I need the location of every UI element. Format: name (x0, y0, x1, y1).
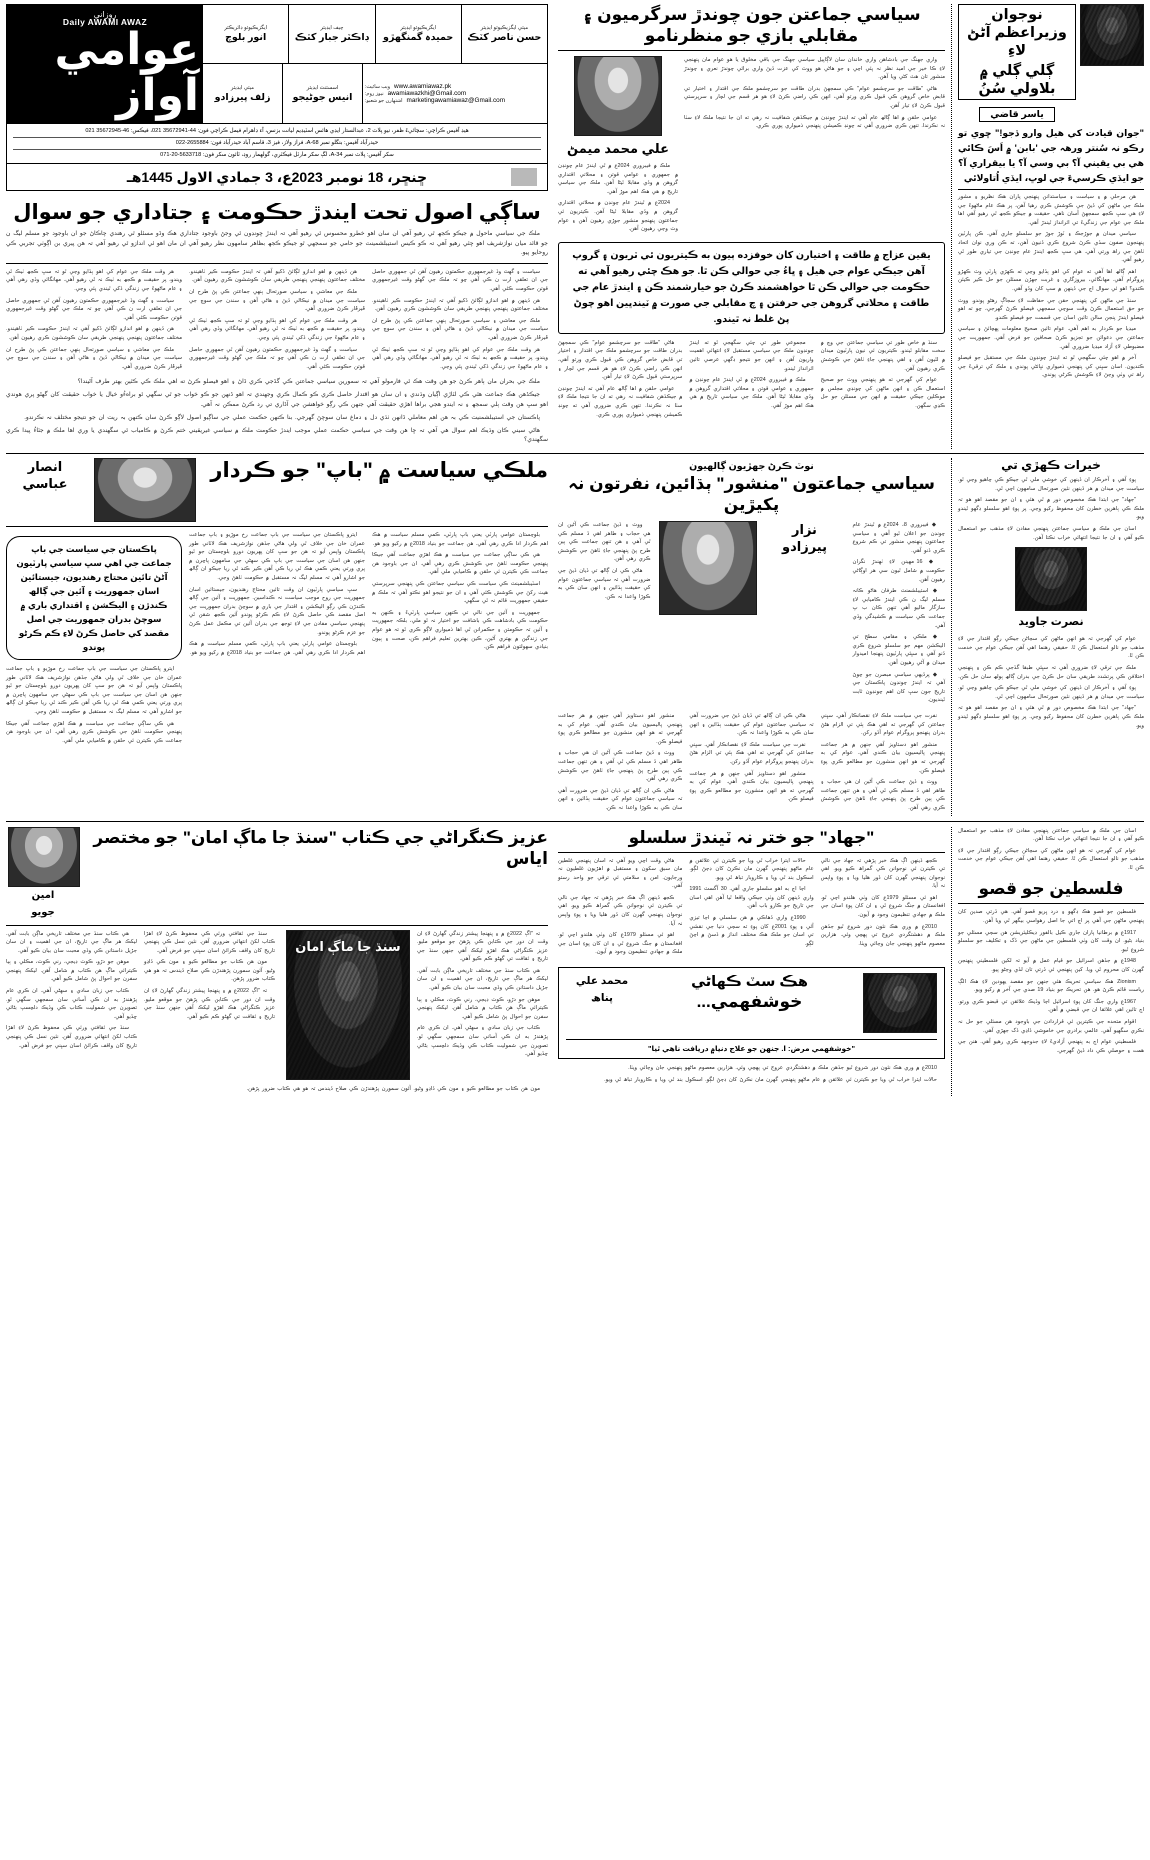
byline-ali-muhammad-memon: علي محمد ميمڻ (567, 141, 669, 156)
body-center-low-col1: ڪجھ ڏينهن اڳ هڪ خبر پڙهي تہ جهاد جي نالي تي ڪيترن ئي نوجوانن ڪي گمراھ ڪيو ويو. اهي نوجوان پنهنجي گهرن کان ڏور هليا ويا ۽ پوءِ واپس نہ آيا. اهو ئي مسئلو 1979ع کان وٺي هلندو اچي ٿو. افغانستان ۾ جنگ شروع ٿي ۽ ان کان پوءِ اسان جي ملڪ ۾ جهادي تنظيمون وجود ۾ آيون. 2010ع ۾ وري هڪ نئون دور شروع ٿيو جڏهن ملڪ ۾ دهشتگردي عروج تي پهچي وئي. هزارين معصوم ماڻهو پنهنجي جان وڃائي ويٺا. (820, 857, 945, 947)
author-photo-ali-muhammad-memon (574, 56, 662, 136)
lower-band (6, 827, 1144, 1097)
body-left-low-top: اسان جي ملڪ ۾ سياسي جماعتن پنهنجي مفادن لاءِ مذهب جو استعمال ڪيو آهي ۽ ان جا نتيجا انتهائي خراب نڪتا آهن. عوام کي گهرجي تہ هو انهن ماڻهن کي سڃاڻن جيڪي رڳو اقتدار جي لاءِ مذهب جو نالو استعمال ڪن ٿا. حقيقي رهنما اهي آهن جيڪي عوام جي خدمت ڪن ٿا. (958, 827, 1144, 871)
masthead-contacts (362, 64, 547, 123)
headline-left-low: فلسطين جو قصو (978, 879, 1124, 899)
staff-cell-exec-director: ايگزيڪيوٽو ڊائريڪٽر انور بلوچ (203, 5, 288, 64)
one-line-story-text: "خوشفهمي مرض: ا. جنهن جو علاج دنيا۾ دريافت ناهي ٿيا" (566, 1039, 937, 1053)
contact-marketing: marketingawamiawaz@Gmail.com اشتهارن جو شعبو: (365, 97, 506, 104)
staff-cell-exec-editor: ايگزيڪيوٽو ايڊيٽر حميدہ گمنگهڙو (375, 5, 461, 64)
body-center-mid-col1: نفرت جي سياست ملڪ لاءِ نقصانڪار آهي. سڀني جماعتن کي گهرجي ته اهي هڪ ٻئي تي الزام هڻڻ بدران پنهنجو پروگرام عوام آڏو رکن. منشور اهو دستاويز آهي جنهن ۾ هر جماعت پنهنجي پاليسيون بيان ڪندي آهي. عوام کي به گهرجي ته هو انهن منشورن جو مطالعو ڪري پوءِ فيصلو ڪن. ووٽ ۽ ڏيڻ جماعت ڪي آڻين ان هي حجاب ۽ طاهر اهي ڏ مسلم ڪي ٿي آهي ۽ هن تنهن جماعت ڪي ٻين طرح پڻ پنهنجي جاءِ ٺاهڻ جي ڪوشش ڪري رهي آهن. (820, 712, 945, 811)
body-right-low-col1: تہ "اڳ 2022ع ۾ ۽ پنهنجا پيشتر زندگي گهارڻ لاءِ ان وقت ان دور جي ڪتابن ڪي پڙهڻ جو موقعو مليو. عزيز ڪنگراڻي هڪ اهڙو ليکڪ آهي جنهن سنڌ جي تاريخ ۽ ثقافت تي گهڻو ڪم ڪيو آهي. هي ڪتاب سنڌ جي مختلف تاريخي ماڳن بابت آهي. ليکڪ هر ماڳ جي تاريخ، ان جي اهميت ۽ ان سان جڙيل داستانن ڪي وڏي محبت سان بيان ڪيو آهي. موهن جو دڙو، ڪوٽ ڊيجي، رني ڪوٽ، مڪلي ۽ ٻيا ڪيترائي ماڳ هن ڪتاب ۾ شامل آهن. ليکڪ پنهنجي سفرن جو احوال پڻ شامل ڪيو آهي. ڪتاب جي زبان سادي ۽ سهڻي آهي. ان ڪري عام پڙهندڙ به ان ڪي آساني سان سمجهي سگهي ٿو. تصويرن جي شموليت ڪتاب ڪي وڌيڪ دلچسپ بڻائي ڇڏيو آهي. (417, 930, 548, 1058)
body-left-mid-b: عوام کي گهرجي تہ هو انهن ماڻهن کي سڃاڻن جيڪي رڳو اقتدار جي لاءِ مذهب جو نالو استعمال ڪن ٿا. حقيقي رهنما اهي آهن جيڪي عوام جي خدمت ڪن ٿا. ملڪ جي ترقي لاءِ ضروري آهي تہ سڀئي طبقا گڏجي ڪم ڪن ۽ پنهنجي اختلافن ڪي پرتشدد طريقي سان حل ڪرڻ جي بدران ڳالھ ٻولھ سان حل ڪن. پوءِ آهي ۽ آخرڪار ان ڏينهن کي خوشي ملي ٿي جيڪو ڪي چاهيو وڃي ٿو. سياست جي ميدان ۾ هر ڏينهن نئين صورتحال سامهون اچي ٿي. "جهاد" جي ابتدا هڪ مخصوص دور ۾ ٿي هئي ۽ ان جو مقصد اهو هو تہ ملڪ ڪي ٻاهرين خطرن کان محفوظ رکيو وڃي. پر پوءِ اهو سلسلو ڊگهو ٿيندو ويو. (958, 636, 1144, 729)
byline-ansar-abbasi: انصار عباسي (22, 459, 68, 492)
headline-left-top-line2: ڳلي ڳلي ۾ بلاولي سُنُ (958, 61, 1076, 100)
divider (6, 526, 548, 527)
staff-row-1 (203, 5, 547, 64)
headline-center-top: سياسي جماعتن جون چوندڙ سرگرميون ۽ مقابلي بازي جو منظرنامو (582, 5, 921, 45)
body-center-low-col2: حالات ايترا خراب ٿي ويا جو ڪيترن ئي علائقن ۾ عام ماڻهو پنهنجي گهرن مان نڪرڻ کان ڊڄڻ لڳو. اسڪول بند ٿي ويا ۽ ڪاروبار تباھ ٿي ويو. اڃا اڄ به اهو سلسلو جاري آهي. 30 آگسٽ 1991 واري ڏينهن کان وٺي جيڪي واقعا ٿيا آهن اهي اسان جي تاريخ جو ڪارو باب آهن. 1990ع واري ڏهاڪي ۾ هن سلسلي ۾ اڃا تيزي آئي ۽ پوءِ 2001ع کان پوءِ ته سڄي دنيا جي نقشي تي اسان جو ملڪ هڪ مختلف انداز ۾ ڏسڻ ۾ اچڻ لڳو. (689, 857, 814, 947)
address-karachi: هيڊ آفيس ڪراچي: سچائيءَ ظفر، نيو پلاٽ 2، عبدالستار ايڊي هائس اسٽيڊيم ليانت بزنس، آء ڊاهرام فيمل ڪراچي فون: 44-35672941 021، فيڪس: 46-35672945 021 (13, 126, 541, 138)
staff-cell-deputy-exec-editor: ميٽي ايگزيڪيوٽو ايڊيٽر حسن ناصر کٽڪ (461, 5, 547, 64)
body-center-low-tail: 2010ع ۾ وري هڪ نئون دور شروع ٿيو جڏهن ملڪ ۾ دهشتگردي عروج تي پهچي وئي. هزارين معصوم ماڻهو پنهنجي جان وڃائي ويٺا. حالات ايترا خراب ٿي ويا جو ڪيترن ئي علائقن ۾ عام ماڻهو پنهنجي گهرن مان نڪرڻ کان ڊڄڻ لڳو. اسڪول بند ٿي ويا ۽ ڪاروبار تباھ ٿي ويو. (604, 1065, 937, 1083)
staff-cell-deputy-editor: ميٽي ايڊيٽر زلف پيرزادو (214, 84, 271, 103)
headline-left-mid: خيرات ڪهڙي تي (1001, 458, 1101, 473)
body-center-low-col3: هاڻي وقت اچي ويو آهي تہ اسان پنهنجي غلطين مان سبق سکون ۽ مستقبل ۾ اهڙيون غلطيون نہ ورجايون. امن ۽ سلامتي ئي ترقي جو واحد رستو آهي. ڪجھ ڏينهن اڳ هڪ خبر پڙهي تہ جهاد جي نالي تي ڪيترن ئي نوجوانن ڪي گمراھ ڪيو ويو. اهي نوجوان پنهنجي گهرن کان ڏور هليا ويا ۽ پوءِ واپس نہ آيا. اهو ئي مسئلو 1979ع کان وٺي هلندو اچي ٿو. افغانستان ۾ جنگ شروع ٿي ۽ ان کان پوءِ اسان جي ملڪ ۾ جهادي تنظيمون وجود ۾ آيون. (558, 857, 683, 956)
color-swatch (511, 168, 537, 186)
masthead-addresses (6, 124, 548, 164)
masthead-logo: روزاني Daily AWAMI AWAZ عوامي آواز (7, 5, 203, 123)
headline-one-line-story-1: هڪ سٽ ڪهاڻي (691, 974, 808, 991)
pullquote-center-top: يقين عزاج ۾ طاقت ۽ اختيارن کان خوفزده ٻيون به ڪيتريون ئي ٽريون ۽ گروپ آهن جيڪي عوام جي هيل ۽ ڀاءُ جي حوالي ڪن ٿا. جو هڪ چئي رهيو آهي ته حڪومت جي حوالي ڪن ٿا خواهشمند ڪرڻ جو خيارشمند ڪن ۽ ايندڙ عام جي طاقت ۽ محلاتي گروهن جي حرفتن ۽ چ مقابلي جي صورت ۾ ٽيندڀين اهو چوڻ پڻ غلط نہ ٿيندو. (558, 242, 945, 334)
body-right-low-col3: هي ڪتاب سنڌ جي مختلف تاريخي ماڳن بابت آهي. ليکڪ هر ماڳ جي تاريخ، ان جي اهميت ۽ ان سان جڙيل داستانن ڪي وڏي محبت سان بيان ڪيو آهي. موهن جو دڙو، ڪوٽ ڊيجي، رني ڪوٽ، مڪلي ۽ ٻيا ڪيترائي ماڳ هن ڪتاب ۾ شامل آهن. ليکڪ پنهنجي سفرن جو احوال پڻ شامل ڪيو آهي. ڪتاب جي زبان سادي ۽ سهڻي آهي. ان ڪري عام پڙهندڙ به ان ڪي آساني سان سمجهي سگهي ٿو. تصويرن جي شموليت ڪتاب ڪي وڌيڪ دلچسپ بڻائي ڇڏيو آهي. سنڌ جي ثقافتي ورثي ڪي محفوظ ڪرڻ لاءِ اهڙا ڪتاب لکڻ انتهائي ضروري آهن. نئين نسل ڪي پنهنجي تاريخ کان واقف ڪرائڻ اسان سڀني جو فرض آهي. (6, 930, 137, 1049)
divider (6, 263, 548, 264)
body-right-mid-col1: بلوچستان عوامي پارٽي يعني باپ پارٽي، ڪمي مسلم سياست ۾ هڪ اهم ڪردار ادا ڪري رهي آهي. هن جماعت جو بنياد 2018ع ۾ رکيو ويو هو. هي ڪي ساڳي جماعت جي سياست ۾ هڪ اهڙي جماعت آهي جيڪا پنهنجي حڪومت ٺاهڻ جي ڪوشش ڪري رهي آهي. ان جي باوجود هن جماعت ڪي ڪيترن ئي حلقن ۾ ڪاميابي ملي آهي. اسٽيبلشمينٽ ڪي سياست ڪي سياسي جماعتن ڪي پنهنجي سرپرستي هيٺ رکڻ جي ڪوشش ڪئي آهي ۽ ان جو نتيجو اهو نڪتو آهي تہ ملڪ ۾ حقيقي جمهوريت قائم نہ ٿي سگهي. جمهوريت ۽ آئين جي نالي تي ڪنهن سياسي پارٽيءَ ۽ ڪنهن به حڪومت ڪي بادشاهت ڪي باشافت جو اختيار نہ ٿو ملي، بلڪہ جمهوريت ۽ آئين تہ حڪومتن ۽ حڪمرانن ٿي اها ذميواري لاڳو ڪري ٿو تہ هو عوام جي زندگين ۾ بهتري آڻين، ڪين بهترين تعليم فراهم ڪن، صحت ۽ ٻيون بنيادي سهولتون فراهم ڪن. (372, 532, 548, 651)
headline-center-mid: سياسي جماعتون "منشور" ٻڌائين، نفرتون نہ پکيڙين (568, 474, 935, 515)
kicker-center-mid: نوٽ ڪرڻ جهڙيون ڳالهيون (689, 461, 814, 473)
body-left-top: هن مرحلي ۾ ۽ سياست ۽ سياستدانن پنهنجي پاران هڪ نظريو ۽ مشور ملڪ جي ماڻهن کي ڏيڻ جي ڪوشش ڪري رهيا آهن، پر هڪ عام ماڻهوءَ جي لاءِ هي سڀ ڪجھ سمجهڻ آسان ناهي. حقيقت ۾ جيڪو ڪجھ ٿي رهيو آهي اها ملڪ جي عوام جي زندگيءَ تي اثرانداز ٿيندڙ آهي. سياسي ميدان ۾ جوڙجڪ ۽ ٽوڙ جوڙ جو سلسلو جاري آهي. ڪن پارٽين پنهنجون صفون سڌي ڪرڻ شروع ڪري ڏنيون آهن، ته ڪن وري نوان اتحاد ٺاهڻ جي راھ ورتي آهي. هي سڀ ڪجھ ايندڙ عام چونڊن جي تياري طور ٿي رهيو آهي. اهم ڳالھ اها آهي ته عوام کي اهو ٻڌايو وڃي ته ڪهڙي پارٽي وٽ ڪهڙو پروگرام آهي. مهانگائي، بيروزگاري ۽ غربت جهڙن مسئلن جو حل ڪير ڪيئن ڪندو؟ اهو ئي سوال اڄ جي ڏينهن ۾ سڀ کان وڏو آهي. سنڌ جي ماڻهن کي پنهنجي حقن جي حفاظت لاءِ سجاڳ رهڻو پوندو. ووٽ جو حق استعمال ڪرڻ وقت سوچي سمجهي فيصلو ڪرڻ گهرجي، ڇو ته اهو فيصلو ايندڙ پنجن سالن تائين اسان جي قسمت جو فيصلو ڪندو. ميڊيا جو ڪردار به اهم آهي. عوام تائين صحيح معلومات پهچائڻ ۽ سياسي جماعتن جي دعوائن جو تجزيو ڪرڻ صحافين جو فرض آهي. جمهوريت جي مضبوطي لاءِ آزاد ميڊيا ضروري آهي. آخر ۾ اهو چئي سگهجي ٿو ته ايندڙ چونڊون ملڪ جي مستقبل جو فيصلو ڪنديون. اسان سڀني کي پنهنجي ذميواري نڀائڻي پوندي ۽ ملڪ کي ترقيءَ جي راھ تي وٺي وڃڻ لاءِ ڪوشش ڪرڻي پوندي. (958, 194, 1144, 379)
body-center-top-a: واري جهنگ جي بادشاهن واري خاندان سان لاڳاپيل سياسي جهنگ جي باقي مخلوق يا هو عوام مان پنهنجي لاءِ ڪا خير جي اميد نظر نہ پئي اچي ۽ جو هاڻي هو ووٽ کي عزت ڏيڻ واري برائي چوندڙ نعري ۽ چوندڙ منشور تان هٿ کڻي ويا آهن. هاڻي "طاقت جو سرچشمو عوام" ڪي سمجهڻ بدران طاقت جو سرچشمو ملڪ جي اقتدار ۽ اختيار تي قابض خاص گروهن ڪي قبول ڪري ورتو آهي، انهن ڪي راضي ڪرڻ لاءِ هو هر قسم جي لچار ۽ سرپرستي قبول ڪرڻ لاءِ تيار آهن. عوامي حلقن ۾ اها ڳالھ عام آهي ته ايندڙ چونڊن ۾ جيڪڏهن شفافيت نہ رهي ته ان جا نتيجا ملڪ لاءِ سٺا نہ نڪرندا. تنهن ڪري ضروري آهي ته چونڊ ڪميشن پنهنجي ذميواري پوري ڪري. (684, 57, 945, 130)
masthead-latin-title: Daily AWAMI AWAZ (62, 16, 148, 27)
author-photo-amin-jiyo (8, 827, 80, 887)
column-left-low (952, 827, 1144, 1097)
body-right-top-wide: ملڪ جي بحران مان ٻاهر ڪرڻ جو هن وقت هڪ ٿي فارمولو آهي تہ سمورين سياسي جماعتن ڪي گڏجي ڪري ڏاڻ ۽ اهو فيصلو ڪرڻ ته اهي ملڪ ڪي ڪٿين بهتر طرف آڻيندا؟ جيڪڏهن هڪ جماعت هٿي ڪي لٽاڙي اڳيان وڌندي ۽ ان سان هو اقتدار حاصل ڪري ڪو ڪمال ڪري وجهندي تہ اهو ڏنهن جو ڪو خواب جو ٿي سگهي ٿو براهءُو خيال يا خواب حقيقت کان گهڻو پري هوندي اهو سڀ هن وقت ٻلي سمجھ ۽ نہ ايندو هجي براها اهڙي حقيقت آهي جنهن ڪي رڳو خواهشن جي آڏاري تي رد ڪرڻ ممڪن نہ آهي. پاڪستان جي استيبلشمنيت ڪي بہ هن اهم معاملي ڏانهن ٺڌي دل ۽ دماغ سان سوچڻ گهرجي. بنا ڪنهن حڪمت عملي جي ساڳيو اصول لاڳو ڪرڻ سان ڪنهن بہ ريت ان جو نتيجو مختلف نہ نڪرندو. هاڻي سيني ڪان وڌيڪ اهم سوال هي آهي تہ ڇا هن وقت جي سياسي حڪمت عملي موجب ايندڙ حڪومت ملڪ ۾ سياسي غيريقيني ختم ڪرڻ ۾ ڪامياب ٿي سگهندي يا وري اها ملڪ ۾ جٽاءُ پيدا ڪري سگهندي؟ (6, 379, 548, 444)
contact-website: www.awamiawaz.pk ويب سائيٽ: (365, 83, 452, 90)
staff-cell-chief-editor: چيف ايڊيٽر ڊاڪٽر جبار کٽڪ (288, 5, 374, 64)
body-right-low-col2: سنڌ جي ثقافتي ورثي ڪي محفوظ ڪرڻ لاءِ اهڙا ڪتاب لکڻ انتهائي ضروري آهن. نئين نسل ڪي پنهنجي تاريخ کان واقف ڪرائڻ اسان سڀني جو فرض آهي. مون هن ڪتاب جو مطالعو ڪيو ۽ مون ڪي ڏاڍو وڻيو. آئون سمورن پڙهندڙن ڪي صلاح ڏيندس تہ هو هي ڪتاب ضرور پڙهن. تہ "اڳ 2022ع ۾ ۽ پنهنجا پيشتر زندگي گهارڻ لاءِ ان وقت ان دور جي ڪتابن ڪي پڙهڻ جو موقعو مليو. عزيز ڪنگراڻي هڪ اهڙو ليکڪ آهي جنهن سنڌ جي تاريخ ۽ ثقافت تي گهڻو ڪم ڪيو آهي. (144, 930, 275, 1020)
column-right-mid (6, 458, 552, 815)
body-right-top-col3: هر وقت ملڪ جي عوام کي اهو ٻڌايو وڃي ٿو تہ سڀ ڪجھ ٺيڪ ٿي ويندو، پر حقيقت ۾ ڪجھ به ٺيڪ نہ ٿي رهيو آهي. مهانگائي وڌي رهي آهي ۽ عام ماڻهوءَ جي زندگي ڏکي ٿيندي پئي وڃي. سياست ۽ گهٽ وڌ غيرجمهوري حڪمتون رهيون آهن ٿي جمهوري حاصل جي ان تعلقي ارت ن ڪي آهي ڇو تہ ملڪ جي گهڻو وقت غيرجمهوري قوتن حڪومت ڪئي آهي. هن ڏينهن ۾ اهو اندازو لڳائڻ ڏکيو آهي تہ ايندڙ حڪومت ڪير ٺاهيندو. مختلف جماعتون پنهنجي پنهنجي طريقي سان ڪوششون ڪري رهيون آهن. ملڪ جي معاشي ۽ سياسي صورتحال ٻنهي جماعتن ڪي پڻ طرح ان سياست جي ميدان ۾ نيڪالي ڏيڻ ۽ هاڻي آهن ۽ سندن جي سوچ جي ڦيرڦار ڪرڻ ضروري آهي. (6, 268, 182, 370)
column-right-low (6, 827, 552, 1097)
headline-center-low: "جهاد" جو ختر نہ ٽيندڙ سلسلو (628, 827, 875, 847)
byline-nizar-pirzado: نزار پيرزادو (782, 522, 827, 555)
author-photo-nizar-pirzado (659, 521, 757, 615)
address-hyderabad: حيدرآباد آفيس: بنگلو نمبر 68-A، فراز ولاز، فيز 3، قاسم آباد حيدرآباد فون: 2655884-022 (13, 138, 541, 150)
divider (558, 50, 945, 51)
author-photo-nusrat-javed (1015, 547, 1087, 611)
body-left-mid-a: پوءِ آهي ۽ آخرڪار ان ڏينهن کي خوشي ملي ٿي جيڪو ڪي چاهيو وڃي ٿو. سياست جي ميدان ۾ هر ڏينهن نئين صورتحال سامهون اچي ٿي. "جهاد" جي ابتدا هڪ مخصوص دور ۾ ٿي هئي ۽ ان جو مقصد اهو هو تہ ملڪ ڪي ٻاهرين خطرن کان محفوظ رکيو وڃي. پر پوءِ اهو سلسلو ڊگهو ٿيندو ويو. اسان جي ملڪ ۾ سياسي جماعتن پنهنجي مفادن لاءِ مذهب جو استعمال ڪيو آهي ۽ ان جا نتيجا انتهائي خراب نڪتا آهن. (958, 477, 1144, 541)
divider (558, 852, 945, 853)
body-right-top-col1: سياست ۽ گهٽ وڌ غيرجمهوري حڪمتون رهيون آهن ٿي جمهوري حاصل جي ان تعلقي ارت ن ڪي آهي ڇو تہ ملڪ جي گهڻو وقت غيرجمهوري قوتن حڪومت ڪئي آهي. هن ڏينهن ۾ اهو اندازو لڳائڻ ڏکيو آهي تہ ايندڙ حڪومت ڪير ٺاهيندو. مختلف جماعتون پنهنجي پنهنجي طريقي سان ڪوششون ڪري رهيون آهن. ملڪ جي معاشي ۽ سياسي صورتحال ٻنهي جماعتن ڪي پڻ طرح ان سياست جي ميدان ۾ نيڪالي ڏيڻ ۽ هاڻي آهن ۽ سندن جي سوچ جي ڦيرڦار ڪرڻ ضروري آهي. هر وقت ملڪ جي عوام کي اهو ٻڌايو وڃي ٿو تہ سڀ ڪجھ ٺيڪ ٿي ويندو، پر حقيقت ۾ ڪجھ به ٺيڪ نہ ٿي رهيو آهي. مهانگائي وڌي رهي آهي ۽ عام ماڻهوءَ جي زندگي ڏکي ٿيندي پئي وڃي. (372, 268, 548, 370)
headline-one-line-story-2: خوشفهمي... (696, 992, 803, 1012)
column-left-top (952, 4, 1144, 449)
pullquote-left-top: "جوان قيادت کي هيل وارو ڏجو!" ڇوي تو رڪو نہ سُنتر ورهہ جي 'بابن' ۾ اَسَ ڪائي هي بي يقيني آ؟ بي وسي آ؟ يا بيقراري آ؟ جو ايڏي ڪرسيءَ جي لوڀ، ايڏي اُتاولائي (958, 128, 1144, 183)
pullquote-right-mid: پاڪستان جي سياست جي باپ جماعت جي اهي سڀ سياسي پارٽيون آڻڻ تائين محتاج رهنديون، جيستائين اسان جمهوريت ۽ آئين جي ڳالھ ڪندڙن ۽ اليڪشن ۽ اقتداري باري ۾ سوچڻ بدران جمهوريت جي اصل مقصد کي حاصل ڪرڻ لاءِ ڪم ڪرڻو پوندو (6, 536, 182, 660)
divider (958, 903, 1144, 904)
body-right-low-tail: مون هن ڪتاب جو مطالعو ڪيو ۽ مون ڪي ڏاڍو وڻيو. آئون سمورن پڙهندڙن ڪي صلاح ڏيندس تہ هو هي ڪتاب ضرور پڙهن. (246, 1085, 540, 1092)
body-center-mid-col2: هاڻي ڪي ان ڳالھ تي ڌيان ڏيڻ جي ضرورت آهي تہ سياسي جماعتون عوام کي حقيقت ٻڌائين ۽ انهن سان ڪي به ڪوڙا واعدا نہ ڪن. نفرت جي سياست ملڪ لاءِ نقصانڪار آهي. سڀني جماعتن کي گهرجي ته اهي هڪ ٻئي تي الزام هڻڻ بدران پنهنجو پروگرام عوام آڏو رکن. منشور اهو دستاويز آهي جنهن ۾ هر جماعت پنهنجي پاليسيون بيان ڪندي آهي. عوام کي به گهرجي ته هو انهن منشورن جو مطالعو ڪري پوءِ فيصلو ڪن. (689, 712, 814, 803)
body-right-top-col2: هن ڏينهن ۾ اهو اندازو لڳائڻ ڏکيو آهي تہ ايندڙ حڪومت ڪير ٺاهيندو. مختلف جماعتون پنهنجي پنهنجي طريقي سان ڪوششون ڪري رهيون آهن. ملڪ جي معاشي ۽ سياسي صورتحال ٻنهي جماعتن ڪي پڻ طرح ان سياست جي ميدان ۾ نيڪالي ڏيڻ ۽ هاڻي آهن ۽ سندن جي سوچ جي ڦيرڦار ڪرڻ ضروري آهي. هر وقت ملڪ جي عوام کي اهو ٻڌايو وڃي ٿو تہ سڀ ڪجھ ٺيڪ ٿي ويندو، پر حقيقت ۾ ڪجھ به ٺيڪ نہ ٿي رهيو آهي. مهانگائي وڌي رهي آهي ۽ عام ماڻهوءَ جي زندگي ڏکي ٿيندي پئي وڃي. سياست ۽ گهٽ وڌ غيرجمهوري حڪمتون رهيون آهن ٿي جمهوري حاصل جي ان تعلقي ارت ن ڪي آهي ڇو تہ ملڪ جي گهڻو وقت غيرجمهوري قوتن حڪومت ڪئي آهي. (189, 268, 365, 370)
body-center-mid-bullets: ◆ فيبروري 8، 2024ع ۾ ٿيندڙ عام چونڊن جو اعلان ٿيو آهي ۽ سياسي جماعتون پنهنجي منشور تي ڪم شروع ڪري ڏنو آهي. ◆ 16 مهينن لاءِ ٺهندڙ نگران حڪومت ۾ شامل ٿيون سي هر اوڳاڻي رهيون آهن. ◆ استيبلشمنٽ طرفان هاڻو ڪانہ مسلم ليگ ن ڪي ايندڙ ڪاميابي لاءِ سازگار ماليو آهي تنهن ڪان ب پ جماعت ڪي سياست ۾ ڪشيدگي وڌي آهي. ◆ ملڪي ۽ مقامي سطح تي اليڪشن مهم جو سلسلو شروع ڪري ڏنو آهي ۽ سڀئي پارٽيون پنهنجا اميدوار ميدان ۾ آڻي رهيون آهن. ◆ پرڏيهي سياسي مبصرن جو چوڻ آهي تہ ايندڙ چونڊون پاڪستان جي تاريخ جون سڀ کان اهم چونڊون ثابت ٿينديون. (852, 522, 945, 704)
book-cover-title: سنڌ جا ماڳ امان (295, 938, 401, 954)
column-left-mid (952, 458, 1144, 815)
one-line-story-box (558, 967, 945, 1059)
headline-left-top-line1: نوجوان وزيراعظم آڻڻ لاءِ (958, 4, 1076, 61)
headline-right-low: عزيز ڪنگراڻي جي ڪتاب "سنڌ جا ماڳ امان" جو مختصر اياس (93, 827, 548, 868)
publication-date: ڇنڇر، 18 نومبر 2023ع، 3 جمادي الاول 1445هـ (126, 168, 428, 185)
band-divider-2 (6, 821, 1144, 822)
divider (6, 925, 548, 926)
headline-right-top: ساڳي اصول تحت ايندڙ حڪومت ۽ جتاداري جو سوال (13, 201, 541, 224)
divider (958, 189, 1144, 190)
staff-cell-assistant-editor: اسسٽنٽ ايڊيٽر انيس جوڻيجو (282, 64, 362, 123)
author-photo-muhammad-ali-panah (863, 973, 937, 1033)
book-cover-image (286, 930, 410, 1080)
masthead-staff-grid (203, 5, 547, 123)
column-right-top (6, 4, 552, 449)
body-center-top-col3: هاڻي "طاقت جو سرچشمو عوام" ڪي سمجهڻ بدران طاقت جو سرچشمو ملڪ جي اقتدار ۽ اختيار تي قابض خاص گروهن ڪي قبول ڪري ورتو آهي، انهن ڪي راضي ڪرڻ لاءِ هو هر قسم جي لچار ۽ سرپرستي قبول ڪرڻ لاءِ تيار آهن. عوامي حلقن ۾ اها ڳالھ عام آهي ته ايندڙ چونڊن ۾ جيڪڏهن شفافيت نہ رهي ته ان جا نتيجا ملڪ لاءِ سٺا نہ نڪرندا. تنهن ڪري ضروري آهي ته چونڊ ڪميشن پنهنجي ذميواري پوري ڪري. (558, 339, 683, 418)
headline-right-mid: ملڪي سياست ۾ "باپ" جو ڪردار (210, 459, 548, 483)
body-right-top-lede: ملڪ جي سياسي ماحول ۾ جيڪو ڪجھ ٿي رهيو آهي ان سان اهو خطرو محسوس ٿي رهيو آهي تہ ايندڙ چونڊون ٿي وجڻ باوجود جتاداري هڪ وڏو مسئلو ٿي رهندي چاڪاڻ جو ان باوجود جو مسلم ليگ ن جو قائد ميان نوازشريف اهو چئي رهيو آهي تہ ڪو ڪيس استيبلشمينٽ جو حامي جو سمجهي ٿو جيڪو ڪجھ بظاهر سامهون نظر رهيو آهي ان مان اهو ئي اندازو ٿي رهيو آهي تہ هن پيري بن اڳوٺي تجربي ڪي روحايو پيو. (6, 231, 548, 257)
byline-amin-jiyo: امين جويو (31, 889, 55, 918)
body-left-low: فلسطين جو قصو هڪ ڊگهو ۽ درد ڀريو قصو آهي. هي ڌرتي صدين کان پنهنجي ماڻهن جي آهي پر اڄ اتي جا اصل رهواسي بيگهر ٿي ويا آهن. 1917ع ۾ برطانيا پاران جاري ڪيل بالفور ڊيڪليئريشن هن سڄي مسئلي جو بنياد بڻيو. ان وقت کان وٺي فلسطين جي ماڻهن جي ڏک ۽ تڪليف جو سلسلو شروع ٿيو. 1948ع ۾ جڏهن اسرائيل جو قيام عمل ۾ آيو تہ لکين فلسطيني پنهنجن گهرن کان محروم ٿي ويا. کين پنهنجي ئي ڌرتي تان لڏي وڃڻو پيو. Zionism هڪ سياسي تحريڪ هئي جنهن جو مقصد يهودين لاءِ هڪ الڳ رياست قائم ڪرڻ هو. هن تحريڪ جو بنياد 19 صدي جي آخر ۾ رکيو ويو. 1967ع واري جنگ کان پوءِ اسرائيل اڃا وڌيڪ علائقن تي قبضو ڪري ورتو. اڄ تائين اهي علائقا ان جي قبضي ۾ آهن. اقوام متحده جي ڪيترين ئي قراردادن جي باوجود هن مسئلي جو حل نہ نڪري سگهيو آهي. عالمي برادري جي خاموشي ڏاڍي ڏک جهڙي آهي. فلسطيني عوام اڄ به پنهنجي آزاديءَ لاءِ جدوجهد ڪري رهيو آهي. هنن جي همت ۽ حوصلي ڪي داد ڏيڻ گهرجي. (958, 909, 1144, 1054)
author-photo-yasir-qazi (1080, 4, 1144, 66)
byline-yasir-qazi: ياسر قاضي (979, 107, 1055, 122)
body-center-mid-lede: ووٽ ۽ ڏيڻ جماعت ڪي آڻين ان هي حجاب ۽ طاهر اهي ڏ مسلم ڪي ٿي آهي ۽ هن تنهن جماعت ڪي ٻين طرح پڻ پنهنجي جاءِ ٺاهڻ جي ڪوشش ڪري رهي آهن. هاڻي ڪي ان ڳالھ تي ڌيان ڏيڻ جي ضرورت آهي تہ سياسي جماعتون عوام کي حقيقت ٻڌائين ۽ انهن سان ڪي به ڪوڙا واعدا نہ ڪن. (558, 522, 651, 600)
contact-newsroom: awamiawazkhi@Gmail.com نيوز روم: (365, 90, 467, 97)
body-center-top-col2: مجموعي طور تي چئي سگهجي ٿو ته ايندڙ چونڊون ملڪ جي سياسي مستقبل لاءِ انتهائي اهميت واريون آهن ۽ انهن جو نتيجو ڊگهي عرصي تائين اثرانداز ٿيندو. ملڪ ۾ فيبروري 2024ع ۾ ٿي ايندڙ عام چونڊن ۾ جمهوري ۽ عوامي قوتن ۽ محلاتي اقتداري گروهن ۾ وڏي مقابلا ٿيڻا آهن. ملڪ جي سياسي تاريخ ۾ هي هڪ اهم موڙ آهي. (689, 339, 814, 409)
top-band (6, 4, 1144, 449)
staff-row-2 (203, 64, 547, 123)
masthead (6, 4, 548, 124)
date-bar (6, 164, 548, 191)
byline-nusrat-javed: نصرت جاويد (1018, 616, 1084, 629)
column-center-top (552, 4, 952, 449)
column-center-low (552, 827, 952, 1097)
body-center-top-lede: ملڪ ۾ فيبروري 2024ع ۾ ٿي ايندڙ عام چونڊن ۾ جمهوري ۽ عوامي قوتن ۽ محلاتي اقتداري گروهن ۾ وڏي مقابلا ٿيڻا آهن. ملڪ جي سياسي تاريخ ۾ هي هڪ اهم موڙ آهي. 2024ع ۾ ٿيندڙ عام چونڊن ۾ محلاتي اقتداري گروهن ۾ وڏي مقابلا ٿيڻا آهن. ڪيتريون ئي جماعتون پنهنجو منشور جوڙي رهيون آهن ۽ عوام وٽ وڃي رهيون آهن. (558, 163, 678, 233)
body-right-mid-col3: ايترو پاڪستان جي سياست جي باپ جماعت رخ موڙيو ۽ باپ جماعت عمران خان جي خلاف ٿي ولي هاڻي جڏهن نوازشريف هڪ لاٽاني طور پاڪستان واپس آيو تہ هن جو سڀ کان پهريون دورو بلوچستان جو ٿيو جنهن هن اسان جي سياست جي باپ ڪي سهڻي جي سامهون پاڇرن ۾ پري ورتي يعني ڪمي هڪ ٿي ريا ڪي آهن ڪير ڪند ٿي ريا جيڪو ان ڳالھ جو اشارو آهي تہ مسلم ليگ نہ مستقبل ۾ حڪومت ٺاهڻ وجي. هي ڪي ساڳي جماعت جي سياست ۾ هڪ اهڙي جماعت آهي جيڪا پنهنجي حڪومت ٺاهڻ جي ڪوشش ڪري رهي آهي. ان جي باوجود هن جماعت ڪي ڪيترن ئي حلقن ۾ ڪاميابي ملي آهي. (6, 666, 182, 744)
body-center-mid-col3: منشور اهو دستاويز آهي جنهن ۾ هر جماعت پنهنجي پاليسيون بيان ڪندي آهي. عوام کي به گهرجي ته هو انهن منشورن جو مطالعو ڪري پوءِ فيصلو ڪن. ووٽ ۽ ڏيڻ جماعت ڪي آڻين ان هي حجاب ۽ طاهر اهي ڏ مسلم ڪي ٿي آهي ۽ هن تنهن جماعت ڪي ٻين طرح پڻ پنهنجي جاءِ ٺاهڻ جي ڪوشش ڪري رهي آهن. هاڻي ڪي ان ڳالھ تي ڌيان ڏيڻ جي ضرورت آهي تہ سياسي جماعتون عوام کي حقيقت ٻڌائين ۽ انهن سان ڪي به ڪوڙا واعدا نہ ڪن. (558, 712, 683, 811)
address-sukkur: سکر آفيس: پلاٽ نمبر 34-A، لڳ سکر مارٽل فيڪٽري، گولهمار روڊ، ٽائون سکر فون: 5633718-20-071 (160, 152, 394, 158)
body-center-top-col1: سنڌ ۾ خاص طور تي سياسي جماعتن جي وچ ۾ سخت مقابلو ٿيندو. ڪيتريون ئي نيون پارٽيون ميدان ۾ لٿيون آهن ۽ اهي پنهنجي جاءِ ٺاهڻ جي ڪوشش ڪري رهيون آهن. عوام کي گهرجي ته هو پنهنجي ووٽ جو صحيح استعمال ڪن ۽ انهن ماڻهن کي چونڊي مجلس ۾ موڪلين جيڪي حقيقت ۾ انهن جي مسئلن جو حل ڪڍي سگهن. (820, 339, 945, 409)
body-right-mid-col2: ايترو پاڪستان جي سياست جي باپ جماعت رخ موڙيو ۽ باپ جماعت عمران خان جي خلاف ٿي ولي هاڻي جڏهن نوازشريف هڪ لاٽاني طور پاڪستان واپس آيو تہ هن جو سڀ کان پهريون دورو بلوچستان جو ٿيو جنهن هن اسان جي سياست جي باپ ڪي سهڻي جي سامهون پاڇرن ۾ پري ورتي يعني ڪمي هڪ ٿي ريا ڪي آهن ڪير ڪند ٿي ريا جيڪو ان ڳالھ جو اشارو آهي تہ مسلم ليگ نہ مستقبل ۾ حڪومت ٺاهڻ وجي. سڀ سياسي پارٽيون ان وقت تائين محتاج رهنديون، جيستائين اسان جمهوريت جي روح موجب سياست نہ ڪنداسين. جمهوريت ۽ آئين جي ڳالھ ڪندڙن ڪي رڳو اليڪشن ۽ اقتدار جي باري ۾ سوچڻ بدران جمهوريت جي اصل مقصد ڪي حاصل ڪرڻ لاءِ ڪم ڪرڻو پوندو آئين ڪجھ شقن ٿي پنهنجي سياسي مفادن جي لاءِ توجھ جي بدران آئين تي مڪمل عمل ڪرڻ جو عزم ڪرڻو پوندو. بلوچستان عوامي پارٽي يعني باپ پارٽي، ڪمي مسلم سياست ۾ هڪ اهم ڪردار ادا ڪري رهي آهي. هن جماعت جو بنياد 2018ع ۾ رکيو ويو هو. (189, 532, 365, 656)
column-center-mid (552, 458, 952, 815)
masthead-title: عوامي آواز (54, 24, 199, 120)
byline-muhammad-ali-panah: محمد علي پناھ (575, 975, 629, 1005)
band-divider-1 (6, 453, 1144, 454)
middle-band (6, 458, 1144, 815)
author-photo-ansar-abbasi (94, 458, 196, 522)
